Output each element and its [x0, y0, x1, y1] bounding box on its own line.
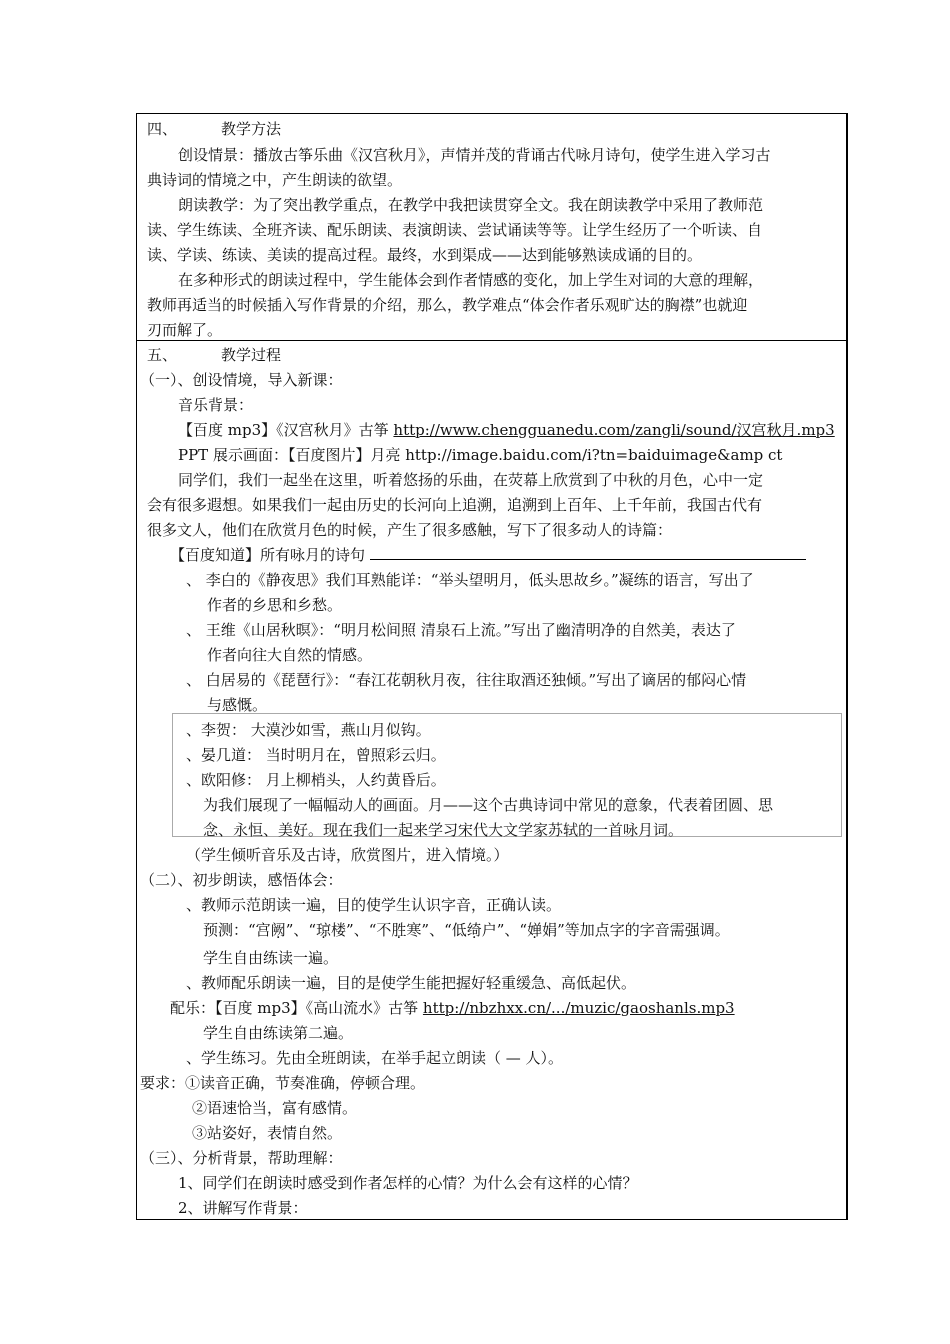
summary-line1: 为我们展现了一幅幅动人的画面。月——这个古典诗词中常见的意象，代表着团圆、思: [203, 796, 774, 814]
music-label: 音乐背景：: [178, 396, 254, 414]
requirement-1: 要求：①读音正确，节奏准确，停顿合理。: [140, 1074, 426, 1092]
part1-heading: （一）、创设情境，导入新课：: [140, 371, 343, 389]
dotted-char: 阙: [270, 921, 286, 939]
situation-note: （学生倾听音乐及古诗，欣赏图片，进入情境。）: [186, 846, 509, 864]
part3-heading: （三）、分析背景，帮助理解：: [140, 1149, 343, 1167]
predict-text-e: 户”、“: [481, 921, 528, 939]
predict-text-d: 寒”、“低: [406, 921, 467, 939]
summary-line2: 念、永恒、美好。现在我们一起来学习宋代大文学家苏轼的一首咏月词。: [203, 821, 684, 839]
section4-heading: [147, 117, 281, 142]
question-2: 2、讲解写作背景：: [178, 1199, 308, 1217]
music-prefix: 【百度 mp3】《汉宫秋月》古筝: [178, 421, 394, 439]
predict-text-c: 楼”、“不: [331, 921, 392, 939]
zhidao-blank: [370, 543, 806, 560]
method-para1-line2: 典诗词的情境之中，产生朗读的欲望。: [147, 171, 403, 189]
zhidao-label: 【百度知道】所有咏月的诗句: [170, 546, 370, 564]
step2-line: 、教师配乐朗读一遍，目的是使学生能把握好轻重缓急、高低起伏。: [186, 974, 637, 992]
section4-number: 四、: [147, 120, 178, 138]
dotted-char: 绮: [466, 921, 482, 939]
step3-line: 、学生练习。先由全班朗读，在举手起立朗读（ — 人）。: [186, 1049, 564, 1067]
step1-line: 、教师示范朗读一遍，目的使学生认识字音，正确认读。: [186, 896, 562, 914]
zhidao-line: [170, 543, 806, 568]
free-practice-2: 学生自由练读第二遍。: [203, 1024, 354, 1042]
requirement-2: ②语速恰当，富有感情。: [192, 1099, 358, 1117]
method-para2-line1: 朗读教学：为了突出教学重点，在教学中我把读贯穿全文。我在朗读教学中采用了教师范: [178, 196, 764, 214]
poem-item-6: 、欧阳修： 月上柳梢头，人约黄昏后。: [186, 771, 446, 789]
question-1: 1、同学们在朗读时感受到作者怎样的心情？为什么会有这样的心情？: [178, 1174, 638, 1192]
intro-line1: 同学们，我们一起坐在这里，听着悠扬的乐曲，在荧幕上欣赏到了中秋的月色，心中一定: [178, 471, 764, 489]
method-para3-line1: 在多种形式的朗读过程中，学生能体会到作者情感的变化，加上学生对词的大意的理解，: [178, 271, 764, 289]
music-link[interactable]: http://www.chengguanedu.com/zangli/sound/汉宫秋月.mp3: [393, 421, 835, 439]
section5-heading: [147, 343, 281, 368]
method-para2-line2: 读、学生练读、全班齐读、配乐朗读、表演朗读、尝试诵读等等。让学生经历了一个听读、自: [147, 221, 763, 239]
peiyue-link[interactable]: http://nbzhxx.cn/.../muzic/gaoshanls.mp3: [422, 999, 735, 1017]
method-para3-line2: 教师再适当的时候插入写作背景的介绍，那么，教学难点“体会作者乐观旷达的胸襟”也就迎: [147, 296, 748, 314]
poem-item-2-line2: 作者向往大自然的情感。: [207, 646, 373, 664]
method-para2-line3: 读、学读、练读、美读的提高过程。最终，水到渠成——达到能够熟读成诵的目的。: [147, 246, 703, 264]
dotted-char: 胜: [391, 921, 407, 939]
intro-line2: 会有很多遐想。如果我们一起由历史的长河向上追溯，追溯到上百年、上千年前，我国古代有: [147, 496, 763, 514]
poem-item-1-line2: 作者的乡思和乡愁。: [207, 596, 343, 614]
section4-title: 教学方法: [221, 120, 282, 138]
music-line: [178, 418, 835, 443]
ppt-line: PPT 展示画面：【百度图片】月亮 http://image.baidu.com/i?tn=baiduimage&amp ct: [178, 446, 783, 464]
section5-title: 教学过程: [221, 346, 282, 364]
requirement-3: ③站姿好，表情自然。: [192, 1124, 343, 1142]
poem-item-3-line2: 与感慨。: [207, 696, 268, 714]
free-practice-1: 学生自由练读一遍。: [203, 949, 339, 967]
part2-heading: （二）、初步朗读，感悟体会：: [140, 871, 343, 889]
poem-item-5: 、晏几道： 当时明月在，曾照彩云归。: [186, 746, 446, 764]
predict-text-f: 娟”等加点字的字音需强调。: [542, 921, 730, 939]
poem-item-2-line1: 、 王维《山居秋暝》：“明月松间照 清泉石上流。”写出了幽清明净的自然美，表达了: [186, 621, 736, 639]
method-para3-line3: 刃而解了。: [147, 321, 223, 339]
dotted-char: 琼: [316, 921, 332, 939]
method-para1-line1: 创设情景：播放古筝乐曲《汉宫秋月》，声情并茂的背诵古代咏月诗句，使学生进入学习古: [178, 146, 771, 164]
predict-text-b: ”、“: [285, 921, 317, 939]
intro-line3: 很多文人，他们在欣赏月色的时候，产生了很多感触，写下了很多动人的诗篇：: [147, 521, 673, 539]
poem-item-1-line1: 、 李白的《静夜思》我们耳熟能详：“举头望明月，低头思故乡。”凝练的语言，写出了: [186, 571, 754, 589]
peiyue-line: [170, 996, 735, 1021]
peiyue-prefix: 配乐：【百度 mp3】《高山流水》古筝: [170, 999, 423, 1017]
predict-line: [203, 918, 730, 943]
dotted-char: 婵: [527, 921, 543, 939]
section5-number: 五、: [147, 346, 178, 364]
poem-item-3-line1: 、 白居易的《琵琶行》：“春江花朝秋月夜，往往取酒还独倾。”写出了谪居的郁闷心情: [186, 671, 747, 689]
predict-text-a: 预测：“宫: [203, 921, 271, 939]
poem-item-4: 、李贺： 大漠沙如雪，燕山月似钩。: [186, 721, 431, 739]
